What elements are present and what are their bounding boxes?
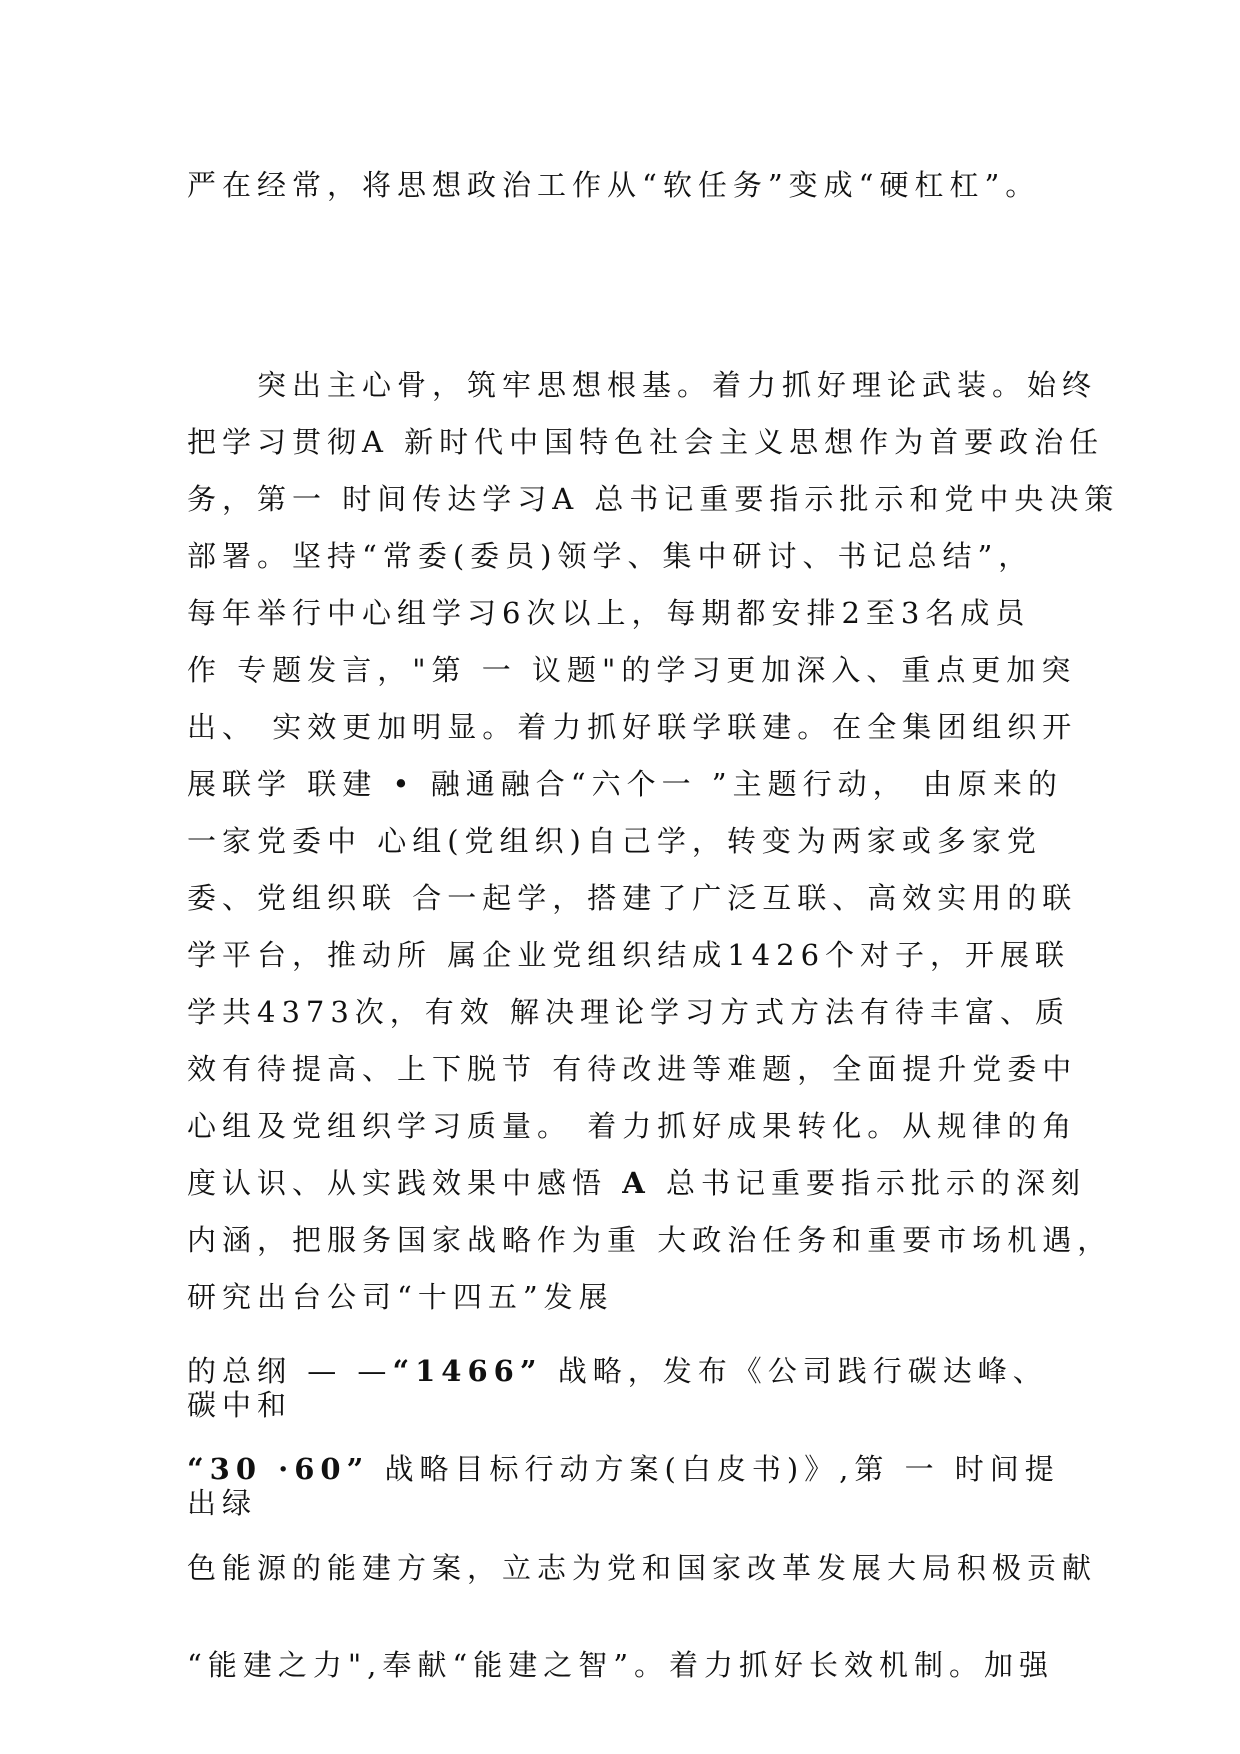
- text-line-14: 效有待提高、上下脱节 有待改进等难题，全面提升党委中: [187, 1052, 1078, 1086]
- text-line-3: 把学习贯彻A 新时代中国特色社会主义思想作为首要政治任: [187, 425, 1105, 459]
- text-line-19: [187, 1354, 1067, 1422]
- text-line-18: 研究出台公司“十四五”发展: [187, 1280, 614, 1314]
- text-line-13: 学共4373次，有效 解决理论学习方式方法有待丰富、质: [187, 995, 1071, 1029]
- text-line-8: 出、 实效更加明显。着力抓好联学联建。在全集团组织开: [187, 710, 1078, 744]
- text-line-10: 一家党委中 心组(党组织)自己学，转变为两家或多家党: [187, 824, 1042, 858]
- text-line-17: 内涵，把服务国家战略作为重 大政治任务和重要市场机遇，: [187, 1223, 1113, 1257]
- text-line-1: 严在经常，将思想政治工作从“软任务”变成“硬杠杠”。: [187, 168, 1041, 202]
- text-line-7: 作 专题发言，"第 一 议题"的学习更加深入、重点更加突: [187, 653, 1077, 687]
- text-line-21: 色能源的能建方案，立志为党和国家改革发展大局积极贡献: [187, 1551, 1098, 1585]
- text-line-4: 务，第一 时间传达学习A 总书记重要指示批示和党中央决策: [187, 482, 1120, 516]
- line19-text-post: 战略，发布《公司践行碳达峰、碳中和: [187, 1354, 1048, 1422]
- line16-text-pre: 度认识、从实践效果中感悟: [187, 1166, 623, 1200]
- line20-bold-number: “30 ·60”: [187, 1452, 370, 1486]
- text-line-16: [187, 1166, 1086, 1200]
- text-line-5: 部署。坚持“常委(委员)领学、集中研讨、书记总结”，: [187, 539, 1034, 573]
- text-line-22: “能建之力",奉献“能建之智”。着力抓好长效机制。加强: [187, 1648, 1055, 1682]
- line19-bold-number: “1466”: [392, 1354, 543, 1388]
- text-line-20: [187, 1452, 1067, 1520]
- text-line-12: 学平台，推动所 属企业党组织结成1426个对子，开展联: [187, 938, 1071, 972]
- text-line-11: 委、党组织联 合一起学，搭建了广泛互联、高效实用的联: [187, 881, 1078, 915]
- text-line-2: 突出主心骨，筑牢思想根基。着力抓好理论武装。始终: [187, 368, 1098, 402]
- text-line-9: 展联学 联建 • 融通融合“六个一 ”主题行动， 由原来的: [187, 767, 1063, 801]
- text-line-15: 心组及党组织学习质量。 着力抓好成果转化。从规律的角: [187, 1109, 1078, 1143]
- text-line-6: 每年举行中心组学习6次以上，每期都安排2至3名成员: [187, 596, 1031, 630]
- line19-text-pre: 的总纲 — —: [187, 1354, 393, 1388]
- line20-text-post: 战略目标行动方案(白皮书)》,第 一 时间提出绿: [187, 1452, 1060, 1520]
- line16-text-post: 总书记重要指示批示的深刻: [650, 1166, 1086, 1200]
- line16-bold-letter: A: [622, 1166, 651, 1200]
